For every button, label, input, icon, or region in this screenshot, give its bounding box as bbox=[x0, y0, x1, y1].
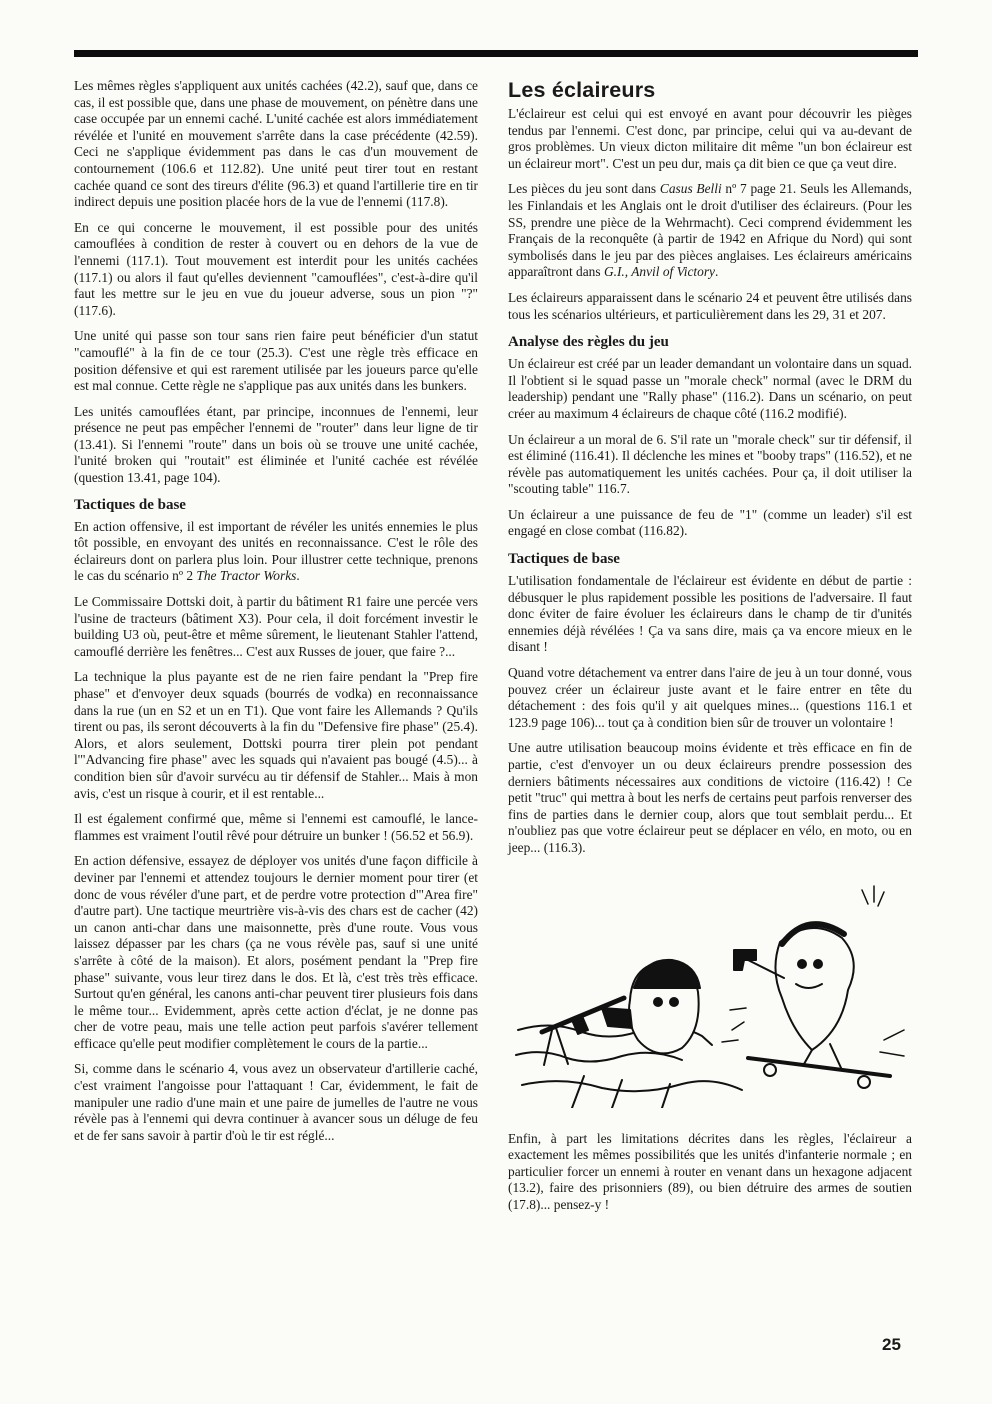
right-column bbox=[508, 78, 912, 1223]
scout-body bbox=[775, 927, 853, 1049]
paragraph: En action défensive, essayez de déployer vos unités d'une façon difficile à deviner par l'ennemi et attendez toujours le dernier moment pour tirer (et donc de vous révéler d'une part, et de perdre votre protection d'"Area fire" d'autre part). Une tactique meurtrière vis-à-vis des chars est de cacher (42) un canon anti-char dans une maisonnette, près d'une route. Vous vous laissez dépasser par les chars (ça ne vous révèle pas, sauf si une unité s'arrête à côté de la maison). Et alors, posément pendant la "Prep fire phase" suivante, vous leur tirez dans le dos. Et là, c'est très très efficace. Surtout qu'en général, les canons anti-char peuvent tirer plusieurs fois dans le même tour... Evidemment, après cette action d'éclat, je ne donne pas cher de votre peau, mais une telle action peut parfois s'avérer tellement efficace qu'elle peut modifier complètement le cours de la partie... bbox=[74, 853, 478, 1051]
paragraph: En ce qui concerne le mouvement, il est possible pour des unités camouflées à condition de rester à couvert ou en dehors de la vue de l'ennemi (117.1). Tout mouvement est interdit pour les unités cachées (117.1) ou alors il faut qu'elles deviennent "camouflées", c'est-à-dire qu'il faut les mettre sur le jeu en vue du joueur adverse, sous un pion "?" (117.6). bbox=[74, 219, 478, 318]
text-span: Les pièces du jeu sont dans bbox=[508, 181, 660, 197]
section-heading-analyse: Analyse des règles du jeu bbox=[508, 334, 669, 351]
paragraph: Un éclaireur a un moral de 6. S'il rate un "morale check" sur tir défensif, il est éliminé (116.41). Il déclenche les mines et "booby traps" (116.52), et ne révèle pas automatiquement les unités cachées. Pour ça, il doit utiliser la "scouting table" 116.7. bbox=[508, 431, 912, 497]
section-heading-tactiques: Tactiques de base bbox=[508, 551, 620, 568]
paragraph: Il est également confirmé que, même si l'ennemi est camouflé, le lance-flammes est vraiment l'outil rêvé pour détruire un bunker ! (56.52 et 56.9). bbox=[74, 811, 478, 843]
paragraph: L'éclaireur est celui qui est envoyé en avant pour découvrir les pièges tendus par l'ennemi. C'est donc, par principe, celui qui va au-devant de gros problèmes. Un vieux dicton militaire dit même "un bon éclaireur est un éclaireur mort". C'est un peu dur, mais ça dit bien ce que ça veut dire. bbox=[508, 106, 912, 171]
paragraph: Les unités camouflées étant, par principe, inconnues de l'ennemi, leur présence ne peut pas empêcher l'ennemi de "router" dans leur ligne de tir (13.41). Si l'ennemi "route" dans un bois où se trouve une unité cachée, l'unité broken qui "routait" est éliminée et l'unité cachée est révélée (question 13.41, page 104). bbox=[74, 403, 478, 486]
paragraph: Le Commissaire Dottski doit, à partir du bâtiment R1 faire une percée vers l'usine de tracteurs (bâtiment X3). Pour cela, il doit forcément investir le building U3 où, peut-être et même sûrement, le lieutenant Stahler l'attend, camouflé derrière les fenêtres... C'est aux Russes de jouer, que faire ?... bbox=[74, 594, 478, 659]
paragraph: Un éclaireur a une puissance de feu de "1" (comme un leader) s'il est engagé en close combat (116.82). bbox=[508, 506, 912, 539]
paragraph: Un éclaireur est créé par un leader demandant un volontaire dans un squad. Il l'obtient si le squad passe un "morale check" normal (avec le DRM du leadership) pendant une "Rally phase" (116.2). Dans un scénario, on peut créer au maximum 4 éclaireurs de chaque côté (116.2 modifié). bbox=[508, 356, 912, 421]
text-span: . bbox=[715, 264, 719, 280]
paragraph: Les éclaireurs apparaissent dans le scénario 24 et peuvent être utilisés dans tous les scénarios ultérieurs, et particulièrement dans les 29, 31 et 207. bbox=[508, 289, 912, 322]
left-column bbox=[74, 78, 478, 1153]
paragraph: Si, comme dans le scénario 4, vous avez un observateur d'artillerie caché, c'est vraiment l'angoisse pour l'attaquant ! Car, évidemment, le fait de manipuler une radio d'une main et une paire de jumelles de l'autre ne vous révèle pas à l'ennemi qui devra continuer à avancer sous un déluge de feu et de fer sans savoir à partir d'où le tir est réglé... bbox=[74, 1061, 478, 1143]
page-number: 25 bbox=[882, 1335, 901, 1354]
paragraph bbox=[508, 181, 912, 281]
paragraph: L'utilisation fondamentale de l'éclaireur est évidente en début de partie : débusquer le plus rapidement possible les positions de l'adversaire. Il faut donc éviter de faire évoluer les éclaireurs dans le champ de tir d'unités ennemies déjà révélées ! Ça va sans dire, mais ça va encore mieux en le disant ! bbox=[508, 573, 912, 655]
paragraph: Une unité qui passe son tour sans rien faire peut bénéficier d'un statut "camouflé" à la fin de ce tour (25.3). C'est une règle très efficace en position défensive et qui est rarement utilisée par les joueurs parce qu'elle est mal connue. Cette règle ne s'applique pas aux unités dans les bunkers. bbox=[74, 328, 478, 394]
text-span: . bbox=[296, 568, 300, 584]
article-title: Les éclaireurs bbox=[508, 78, 656, 102]
header-rule bbox=[74, 50, 918, 57]
paragraph: Les mêmes règles s'appliquent aux unités cachées (42.2), sauf que, dans ce cas, il est possible que, dans une phase de mouvement, on pénètre dans une case occupée par un ennemi caché. L'unité cachée est alors immédiatement révélée et l'unité en mouvement s'arrête dans la case précédente (42.59). Ceci ne s'applique évidemment pas dans le cas d'un mouvement de contournement (106.6 et 112.82). Une unité peut tirer tout en restant cachée quand ce sont des tireurs d'élite (96.3) et quand l'artillerie tire en tir indirect depuis une position placée hors de la vue de l'ennemi (117.8). bbox=[74, 78, 478, 210]
paragraph bbox=[74, 519, 478, 585]
paragraph: Quand votre détachement va entrer dans l'aire de jeu à un tour donné, vous pouvez créer un éclaireur juste avant et le faire entrer en tête du détachement : des fois qu'il y ait quelques mines... (questions 116.1 et 123.9 page 106)... tout ça à condition bien sûr de trouver un volontaire ! bbox=[508, 665, 912, 730]
text-span: En action offensive, il est important de révéler les unités ennemies le plus tôt possible, en envoyant des unités en reconnaissance. C'est le rôle des éclaireurs dont on parlera plus loin. Pour illustrer cette technique, prenons le cas du scénario nº 2 bbox=[74, 518, 478, 584]
game-title: G.I., Anvil of Victory bbox=[603, 264, 716, 280]
paragraph: Enfin, à part les limitations décrites dans les règles, l'éclaireur a exactement les mêmes possibilités que les unités d'infanterie normale ; en particulier forcer un ennemi à router en venant dans un hexagone adjacent (13.2), faire des prisonniers (89), ou bien détruire des armes de soutien (17.8)... pensez-y ! bbox=[508, 1130, 912, 1212]
scenario-title: The Tractor Works bbox=[196, 568, 297, 584]
magazine-title: Casus Belli bbox=[659, 181, 722, 197]
paragraph: La technique la plus payante est de ne rien faire pendant la "Prep fire phase" et d'envoyer deux squads (bourrés de vodka) en reconnaissance dans la rue (un en S2 et un en T1). Que vont faire les Allemands ? Qu'ils tirent ou pas, ils seront découverts à la fin du "Defensive fire phase" (25.4). Alors, et alors seulement, Dottski pourra tirer plein pot pendant l'"Advancing fire phase" avec les squads qui n'avaient pas bougé (4.5)... à condition bien sûr d'avoir survécu au tir défensif de Stahler... Mais à mon avis, c'est un risque à courir, et il est rentable... bbox=[74, 669, 478, 801]
paragraph: Une autre utilisation beaucoup moins évidente et très efficace en fin de partie, c'est d'envoyer un ou deux éclaireurs prendre possession des derniers bâtiments nécessaires aux conditions de victoire (116.42) ! Ce petit "truc" qui mettra à bout les nerfs de certains peut parfois renverser des fins de parties dans le dernier coup, alors que tout semblait perdu... Et n'oubliez pas que votre éclaireur peut se déplacer en vélo, en moto, ou en jeep... (116.3). bbox=[508, 740, 912, 855]
section-heading-tactiques: Tactiques de base bbox=[74, 496, 186, 513]
text-span: nº 7 page 21. Seuls les Allemands, les Finlandais et les Anglais ont le droit d'utiliser des éclaireurs. (Pour les SS, prendre une pièce de la Wehrmacht). Ceci comprend évidemment les Français de la reconquête (à partir de 1942 en Afrique du Nord) qui sont symbolisés dans le jeu par des pièces anglaises. Les éclaireurs américains apparaîtront dans bbox=[508, 181, 912, 280]
cartoon-illustration bbox=[512, 880, 914, 1108]
